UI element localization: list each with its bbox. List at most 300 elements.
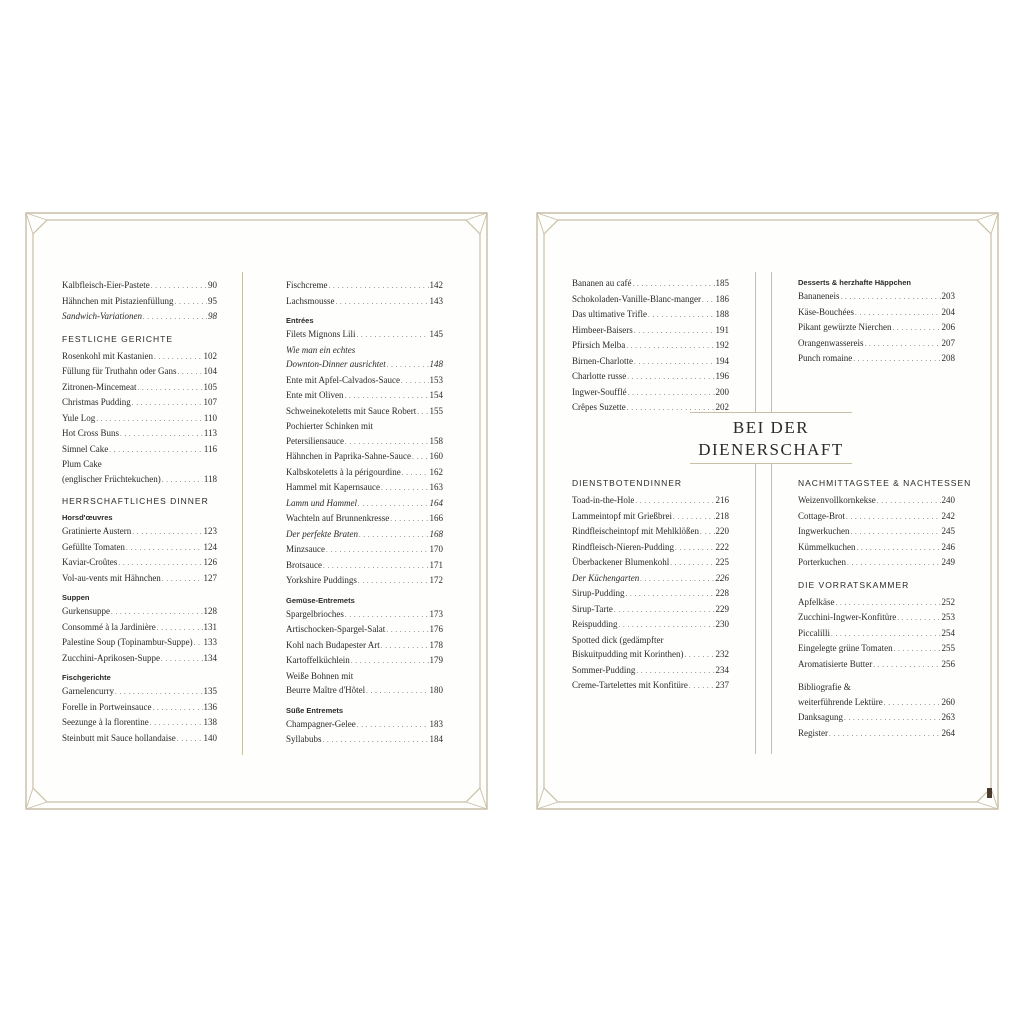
entry-title: Kaviar-Croûtes — [62, 557, 118, 567]
left-column-1 — [62, 278, 217, 746]
dot-leader — [386, 623, 428, 638]
toc-entry — [572, 524, 729, 540]
entry-title: Ente mit Oliven — [286, 390, 344, 400]
page-number: 218 — [715, 510, 729, 521]
toc-entry — [798, 641, 955, 657]
page-number: 229 — [715, 603, 729, 614]
toc-entry-line: Wie man ein echtes — [286, 344, 356, 355]
toc-entry — [572, 292, 729, 308]
page-number: 245 — [941, 526, 955, 536]
dot-leader — [151, 279, 207, 294]
toc-entry — [798, 726, 955, 742]
section-heading: HERRSCHAFTLICHES DINNER — [62, 496, 209, 506]
page-number: 135 — [203, 686, 217, 696]
entry-title: Rosenkohl mit Kastanien — [62, 350, 153, 361]
toc-entry — [572, 678, 729, 694]
page-number: 192 — [715, 340, 729, 350]
toc-entry — [798, 540, 955, 556]
entry-title: Brotsauce — [286, 559, 322, 570]
page-number: 143 — [429, 295, 443, 306]
page-number: 180 — [429, 685, 443, 695]
entry-title: Käse-Bouchées — [798, 306, 854, 317]
page-number: 196 — [715, 371, 729, 381]
toc-entry — [798, 710, 955, 726]
column-divider — [755, 272, 756, 754]
toc-entry — [286, 542, 443, 558]
toc-entry-line: Spotted dick (gedämpfter — [572, 634, 664, 645]
page-number: 240 — [941, 495, 955, 505]
page-number: 123 — [203, 526, 217, 536]
entry-title: Steinbutt mit Sauce hollandaise — [62, 732, 176, 743]
page-number: 173 — [429, 608, 443, 619]
subsection-heading: Desserts & herzhafte Häppchen — [798, 278, 911, 287]
page-number: 158 — [429, 435, 443, 446]
page-number: 148 — [429, 359, 443, 369]
entry-title: Zucchini-Ingwer-Konfitüre — [798, 612, 897, 622]
dot-leader — [161, 652, 203, 667]
entry-title: Der perfekte Braten — [286, 528, 358, 539]
toc-entry — [286, 449, 443, 465]
dot-leader — [109, 443, 203, 458]
dot-leader — [143, 310, 207, 325]
toc-entry — [572, 617, 729, 633]
entry-title: Danksagung — [798, 712, 843, 722]
dot-leader — [345, 608, 429, 623]
dot-leader — [636, 664, 714, 679]
left-column-2 — [286, 278, 443, 748]
toc-entry — [62, 278, 217, 294]
section-heading: DIE VORRATSKAMMER — [798, 579, 910, 590]
dot-leader — [401, 374, 429, 389]
toc-entry — [286, 357, 443, 373]
entry-title: Sandwich-Variationen — [62, 311, 142, 321]
page-number: 263 — [941, 712, 955, 722]
entry-title: Weizenvollkornkekse — [798, 495, 876, 505]
toc-entry — [798, 626, 955, 642]
page-number: 225 — [715, 557, 729, 567]
entry-title: Reispudding — [572, 619, 618, 629]
toc-entry — [798, 595, 955, 611]
dot-leader — [345, 435, 429, 450]
dot-leader — [831, 627, 941, 642]
toc-entry — [286, 327, 443, 343]
entry-title: Schokoladen-Vanille-Blanc-manger — [572, 293, 701, 304]
entry-title: Sirup-Pudding — [572, 588, 625, 598]
toc-entry — [286, 717, 443, 733]
page-number: 220 — [715, 526, 729, 536]
page-number: 168 — [429, 528, 443, 539]
page-number: 234 — [715, 664, 729, 675]
dot-leader — [829, 727, 941, 742]
toc-entry — [62, 294, 217, 310]
page-number: 160 — [429, 451, 443, 461]
page-number: 110 — [203, 412, 217, 423]
dot-leader — [115, 685, 203, 700]
page-number: 264 — [941, 727, 955, 738]
page-number: 194 — [715, 355, 729, 366]
toc-entry — [572, 586, 729, 602]
subsection-heading: Gemüse-Entremets — [286, 595, 355, 605]
dot-leader — [702, 293, 715, 308]
entry-title: Piccalilli — [798, 627, 830, 638]
dot-leader — [634, 355, 715, 370]
dot-leader — [381, 639, 429, 654]
page-number: 255 — [941, 643, 955, 653]
page-number: 252 — [941, 596, 955, 607]
page-number: 95 — [208, 295, 217, 306]
dot-leader — [853, 352, 940, 367]
entry-title: Aromatisierte Butter — [798, 658, 873, 669]
entry-title: Rindfleisch-Nieren-Pudding — [572, 541, 674, 552]
dot-leader — [864, 337, 940, 352]
entry-title: Fischcreme — [286, 280, 328, 290]
toc-entry — [286, 404, 443, 420]
entry-title: Kohl nach Budapester Art — [286, 639, 380, 650]
entry-title: Himbeer-Baisers — [572, 324, 633, 335]
page-number: 246 — [941, 541, 955, 552]
dot-leader — [648, 308, 715, 323]
dot-leader — [835, 596, 940, 611]
toc-entry — [798, 509, 955, 525]
toc-entry — [286, 278, 443, 294]
page-number: 105 — [203, 381, 217, 392]
page-number: 206 — [941, 322, 955, 332]
toc-entry-line: Plum Cake — [62, 459, 102, 469]
dot-leader — [635, 494, 714, 509]
dot-leader — [137, 381, 202, 396]
page-number: 166 — [429, 513, 443, 523]
dot-leader — [120, 427, 203, 442]
dot-leader — [844, 711, 941, 726]
entry-title: Gratinierte Austern — [62, 526, 132, 536]
column-divider — [771, 272, 772, 754]
page-number: 113 — [203, 428, 217, 438]
entry-title: Cottage-Brot — [798, 510, 845, 521]
entry-title: Creme-Tartelettes mit Konfitüre — [572, 680, 688, 690]
subsection-heading: Entrées — [286, 316, 314, 325]
dot-leader — [126, 541, 203, 556]
dot-leader — [328, 279, 428, 294]
entry-title: Das ultimative Trifle — [572, 309, 647, 319]
dot-leader — [111, 605, 203, 620]
page-number: 102 — [203, 350, 217, 361]
spacer — [798, 672, 955, 680]
dot-leader — [675, 541, 715, 556]
toc-entry-line: Weiße Bohnen mit — [286, 670, 354, 681]
page-number: 131 — [203, 621, 217, 632]
toc-entry — [62, 309, 217, 325]
entry-title: Punch romaine — [798, 353, 853, 363]
entry-title: Wachteln auf Brunnenkresse — [286, 513, 390, 523]
entry-title: Petersiliensauce — [286, 435, 344, 446]
dot-leader — [323, 559, 429, 574]
entry-title: Lamm und Hammel — [286, 497, 357, 508]
page-number: 133 — [203, 637, 217, 647]
chapter-title-line-1: BEI DER — [732, 418, 810, 437]
entry-title: Vol-au-vents mit Hähnchen — [62, 572, 161, 583]
entry-title: Yorkshire Puddings — [286, 575, 357, 585]
chapter-title — [690, 412, 852, 464]
entry-title: Toad-in-the-Hole — [572, 495, 635, 505]
toc-entry — [798, 351, 955, 367]
entry-title: Palestine Soup (Topinambur-Suppe) — [62, 637, 193, 647]
page-number: 145 — [429, 329, 443, 339]
page-number: 98 — [208, 311, 217, 321]
dot-leader — [840, 290, 940, 305]
toc-entry — [62, 472, 217, 488]
toc-entry-line: Pochierter Schinken mit — [286, 421, 373, 431]
entry-title: Bananen au café — [572, 278, 632, 288]
entry-title: Schweinekoteletts mit Sauce Robert — [286, 405, 417, 416]
toc-entry — [798, 610, 955, 626]
page-number: 140 — [203, 732, 217, 743]
dot-leader — [626, 339, 714, 354]
entry-title: Kartoffelküchlein — [286, 655, 350, 665]
entry-title: Ingwer-Soufflé — [572, 386, 627, 397]
entry-title: Hammel mit Kapernsauce — [286, 482, 380, 492]
page-number: 242 — [941, 510, 955, 521]
dot-leader — [847, 556, 941, 571]
page-number: 142 — [429, 280, 443, 290]
entry-title: Yule Log — [62, 412, 96, 423]
toc-entry — [62, 731, 217, 747]
page-number: 178 — [429, 639, 443, 650]
dot-leader — [351, 654, 429, 669]
page-number: 176 — [429, 624, 443, 634]
entry-title: Spargelbrioches — [286, 608, 344, 619]
toc-entry — [572, 323, 729, 339]
toc-entry — [62, 604, 217, 620]
entry-title: Gurkensuppe — [62, 606, 110, 616]
entry-title: Apfelkäse — [798, 596, 835, 607]
toc-entry — [286, 607, 443, 623]
toc-entry — [798, 305, 955, 321]
toc-entry — [572, 555, 729, 571]
subsection-heading: Horsd'œuvres — [62, 513, 113, 522]
entry-title: Zitronen-Mincemeat — [62, 381, 137, 392]
dot-leader — [357, 328, 429, 343]
dot-leader — [162, 473, 203, 488]
entry-title: Simnel Cake — [62, 443, 109, 454]
entry-title: Consommé à la Jardinière — [62, 621, 156, 632]
entry-title: Seezunge à la florentine — [62, 717, 149, 727]
dot-leader — [323, 733, 429, 748]
dot-leader — [118, 556, 202, 571]
toc-entry — [572, 369, 729, 385]
page-number: 170 — [429, 544, 443, 554]
entry-title: Pikant gewürzte Nierchen — [798, 322, 892, 332]
entry-title: Biskuitpudding mit Korinthen) — [572, 649, 684, 659]
toc-entry — [62, 684, 217, 700]
bookmark-ribbon-icon — [987, 788, 992, 798]
dot-leader — [132, 525, 202, 540]
page-number: 204 — [941, 306, 955, 317]
dot-leader — [162, 572, 203, 587]
page-number: 202 — [715, 402, 729, 412]
dot-leader — [689, 679, 715, 694]
page-number: 191 — [715, 324, 729, 335]
dot-leader — [640, 572, 714, 587]
toc-entry — [62, 540, 217, 556]
dot-leader — [897, 611, 940, 626]
entry-title: Syllabubs — [286, 734, 322, 744]
entry-title: Ingwerkuchen — [798, 526, 850, 536]
toc-entry — [62, 411, 217, 427]
page-number: 155 — [429, 405, 443, 416]
entry-title: Charlotte russe — [572, 371, 627, 381]
right-column-1-bottom — [572, 478, 729, 694]
dot-leader — [673, 510, 715, 525]
dot-leader — [857, 541, 941, 556]
right-column-2-top — [798, 278, 955, 367]
dot-leader — [670, 556, 714, 571]
entry-title: Orangenwassereis — [798, 337, 864, 348]
entry-title: Garnelencurry — [62, 686, 114, 696]
dot-leader — [626, 587, 715, 602]
page-number: 260 — [941, 696, 955, 707]
toc-entry — [62, 651, 217, 667]
entry-title: Beurre Maître d'Hôtel — [286, 685, 366, 695]
dot-leader — [381, 481, 429, 496]
page-number: 118 — [203, 473, 217, 484]
page-number: 184 — [429, 734, 443, 744]
dot-leader — [894, 642, 941, 657]
page-number: 107 — [203, 397, 217, 407]
right-column-1-top — [572, 276, 729, 416]
toc-entry — [572, 509, 729, 525]
dot-leader — [846, 510, 941, 525]
toc-entry — [572, 540, 729, 556]
toc-entry — [572, 276, 729, 292]
entry-title: Sommer-Pudding — [572, 664, 636, 675]
entry-title: (englischer Früchtekuchen) — [62, 473, 161, 484]
chapter-title-line-2: DIENERSCHAFT — [698, 440, 844, 459]
toc-entry — [572, 385, 729, 401]
dot-leader — [634, 324, 715, 339]
page-number: 163 — [429, 482, 443, 492]
dot-leader — [685, 648, 715, 663]
section-heading: FESTLICHE GERICHTE — [62, 333, 174, 344]
toc-entry — [572, 571, 729, 587]
entry-title: Gefüllte Tomaten — [62, 541, 125, 552]
toc-entry — [572, 354, 729, 370]
dot-leader — [850, 525, 940, 540]
dot-leader — [194, 636, 203, 651]
page-number: 127 — [203, 572, 217, 583]
dot-leader — [627, 370, 714, 385]
page-number: 188 — [715, 309, 729, 319]
toc-entry — [286, 732, 443, 748]
entry-title: Birnen-Charlotte — [572, 355, 633, 366]
toc-entry — [798, 289, 955, 305]
page-number: 254 — [941, 627, 955, 638]
entry-title: Porterkuchen — [798, 557, 846, 567]
entry-title: Crêpes Suzette — [572, 402, 626, 412]
page-number: 164 — [429, 497, 443, 508]
dot-leader — [877, 494, 941, 509]
page-number: 171 — [429, 559, 443, 570]
toc-entry — [62, 364, 217, 380]
toc-entry — [286, 373, 443, 389]
toc-entry — [286, 638, 443, 654]
toc-entry — [286, 558, 443, 574]
toc-entry — [62, 349, 217, 365]
entry-title: Kalbskoteletts à la périgourdine — [286, 466, 401, 477]
dot-leader — [892, 321, 940, 336]
page-number: 162 — [429, 466, 443, 477]
toc-entry — [286, 496, 443, 512]
toc-entry — [286, 527, 443, 543]
entry-title: Eingelegte grüne Tomaten — [798, 643, 893, 653]
page-number: 253 — [941, 612, 955, 622]
toc-entry — [798, 524, 955, 540]
toc-entry — [798, 493, 955, 509]
page-number: 208 — [941, 353, 955, 363]
toc-entry — [62, 426, 217, 442]
page-number: 134 — [203, 652, 217, 663]
page-number: 136 — [203, 701, 217, 712]
dot-leader — [417, 405, 428, 420]
entry-title: Ente mit Apfel-Calvados-Sauce — [286, 374, 400, 385]
dot-leader — [336, 295, 429, 310]
column-divider — [242, 272, 243, 755]
toc-entry — [62, 524, 217, 540]
page-number: 222 — [715, 541, 729, 552]
entry-title: Champagner-Gelee — [286, 718, 356, 729]
page-number: 228 — [715, 588, 729, 598]
toc-entry — [62, 555, 217, 571]
page-number: 126 — [203, 557, 217, 567]
toc-entry — [572, 338, 729, 354]
toc-entry — [286, 294, 443, 310]
entry-title: Lammeintopf mit Grießbrei — [572, 510, 672, 521]
toc-entry — [798, 336, 955, 352]
subsection-heading: Fischgerichte — [62, 673, 111, 682]
toc-entry — [62, 571, 217, 587]
dot-leader — [177, 732, 203, 747]
toc-entry — [62, 380, 217, 396]
entry-title: Hähnchen in Paprika-Sahne-Sauce — [286, 451, 411, 461]
toc-entry-line: Bibliografie & — [798, 682, 851, 692]
dot-leader — [359, 528, 429, 543]
page-number: 186 — [715, 293, 729, 304]
entry-title: Christmas Pudding — [62, 397, 131, 407]
toc-entry — [286, 388, 443, 404]
page-number: 203 — [941, 291, 955, 301]
entry-title: Sirup-Tarte — [572, 603, 613, 614]
page-number: 185 — [715, 278, 729, 288]
dot-leader — [345, 389, 429, 404]
entry-title: Kalbfleisch-Eier-Pastete — [62, 280, 150, 290]
toc-entry — [798, 657, 955, 673]
dot-leader — [366, 684, 428, 699]
toc-entry — [286, 480, 443, 496]
entry-title: Forelle in Portweinsauce — [62, 701, 152, 712]
page-number: 179 — [429, 655, 443, 665]
entry-title: Register — [798, 727, 828, 738]
dot-leader — [150, 716, 203, 731]
entry-title: Filets Mignons Lili — [286, 329, 356, 339]
dot-leader — [855, 306, 941, 321]
page-number: 230 — [715, 619, 729, 629]
subsection-heading: Süße Entremets — [286, 705, 344, 715]
dot-leader — [152, 701, 202, 716]
entry-title: Kümmelkuchen — [798, 541, 856, 552]
dot-leader — [614, 603, 715, 618]
dot-leader — [178, 365, 203, 380]
page-number: 128 — [203, 606, 217, 616]
dot-leader — [157, 621, 203, 636]
